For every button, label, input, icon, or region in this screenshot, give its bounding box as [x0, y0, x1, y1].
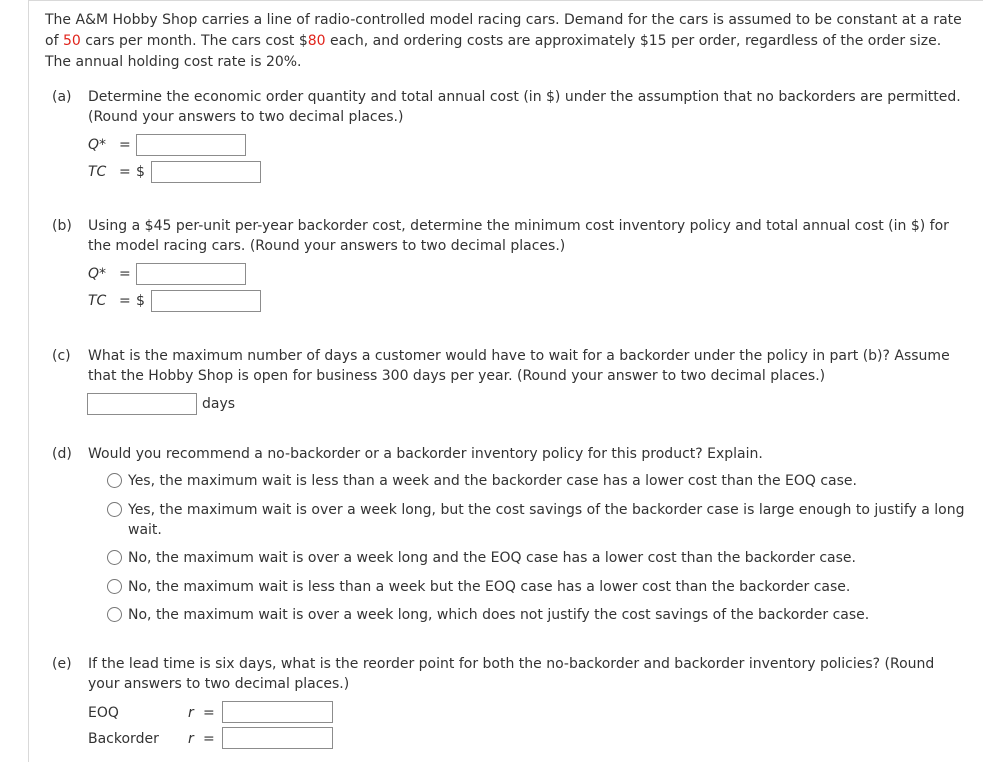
option-3[interactable] [107, 548, 967, 568]
eoq-reorder-input[interactable] [222, 701, 333, 723]
option-2-label: Yes, the maximum wait is over a week long, but the cost savings of the backorder case is large enough to justify a long wait. [128, 502, 965, 538]
part-a-q-equals: = [119, 137, 131, 153]
cost-value: 80 [307, 33, 326, 49]
demand-value: 50 [62, 33, 81, 49]
part-a-question [52, 87, 967, 127]
part-a-dollar-sign: $ [136, 164, 145, 180]
backorder-r-equals: = [203, 731, 215, 747]
eoq-r-label: r [188, 705, 194, 721]
option-3-label: No, the maximum wait is over a week long and the EOQ case has a lower cost than the backorder case. [128, 550, 856, 566]
intro-text-1: The A&M Hobby Shop carries a line of radio-controlled model racing cars. Demand for the cars is assumed to be constant at a rate of [45, 12, 962, 49]
radio-button[interactable] [107, 579, 122, 594]
option-4[interactable] [107, 577, 967, 597]
part-d-question [52, 444, 967, 464]
backorder-reorder-input[interactable] [222, 727, 333, 749]
part-b-tc-equals: = [119, 293, 131, 309]
eoq-r-equals: = [203, 705, 215, 721]
radio-button[interactable] [107, 550, 122, 565]
option-1[interactable] [107, 471, 967, 491]
part-c-question [52, 346, 967, 386]
part-b-question [52, 216, 967, 256]
part-b-text: Using a $45 per-unit per-year backorder cost, determine the minimum cost inventory policy and total annual cost (in $) for the model racing cars. (Round your answers to two decimal places.) [88, 218, 949, 254]
part-b-tc-input[interactable] [151, 290, 261, 312]
part-a-q-label: Q* [88, 137, 107, 153]
part-c-days-input[interactable] [87, 393, 197, 415]
part-a-q-input[interactable] [136, 134, 246, 156]
part-a-tc-equals: = [119, 164, 131, 180]
part-d-letter: (d) [52, 446, 72, 462]
part-c-days-unit: days [202, 396, 236, 412]
radio-button[interactable] [107, 607, 122, 622]
intro-text-3: each, and ordering costs are approximately $15 per order, regardless of the order size. The annual holding cost rate is 20%. [45, 33, 942, 70]
option-5[interactable] [107, 605, 967, 625]
part-e-letter: (e) [52, 656, 72, 672]
option-4-label: No, the maximum wait is less than a week but the EOQ case has a lower cost than the backorder case. [128, 579, 851, 595]
part-c-letter: (c) [52, 348, 71, 364]
part-b-q-input[interactable] [136, 263, 246, 285]
part-b-q-equals: = [119, 266, 131, 282]
part-e-question [52, 654, 967, 694]
part-a-tc-input[interactable] [151, 161, 261, 183]
part-b-dollar-sign: $ [136, 293, 145, 309]
part-a-letter: (a) [52, 89, 72, 105]
problem-intro [45, 10, 970, 73]
part-b-letter: (b) [52, 218, 72, 234]
part-b-q-label: Q* [88, 266, 107, 282]
option-5-label: No, the maximum wait is over a week long, which does not justify the cost savings of the backorder case. [128, 607, 870, 623]
part-a-text: Determine the economic order quantity and total annual cost (in $) under the assumption that no backorders are permitted. (Round your answers to two decimal places.) [88, 89, 961, 125]
radio-button[interactable] [107, 502, 122, 517]
backorder-label: Backorder [88, 731, 159, 747]
option-1-label: Yes, the maximum wait is less than a week and the backorder case has a lower cost than the EOQ case. [128, 473, 857, 489]
part-e-text: If the lead time is six days, what is the reorder point for both the no-backorder and backorder inventory policies? (Round your answers to two decimal places.) [88, 656, 935, 692]
backorder-r-label: r [188, 731, 194, 747]
eoq-label: EOQ [88, 705, 119, 721]
part-d-text: Would you recommend a no-backorder or a backorder inventory policy for this product? Explain. [88, 446, 763, 462]
option-2[interactable] [107, 500, 967, 540]
intro-text-2: cars per month. The cars cost $ [80, 33, 308, 49]
part-a-tc-label: TC [88, 164, 107, 180]
part-c-text: What is the maximum number of days a customer would have to wait for a backorder under the policy in part (b)? Assume that the Hobby Shop is open for business 300 days per year. (Round your answer to two decimal places.) [88, 348, 950, 384]
part-b-tc-label: TC [88, 293, 107, 309]
radio-button[interactable] [107, 473, 122, 488]
